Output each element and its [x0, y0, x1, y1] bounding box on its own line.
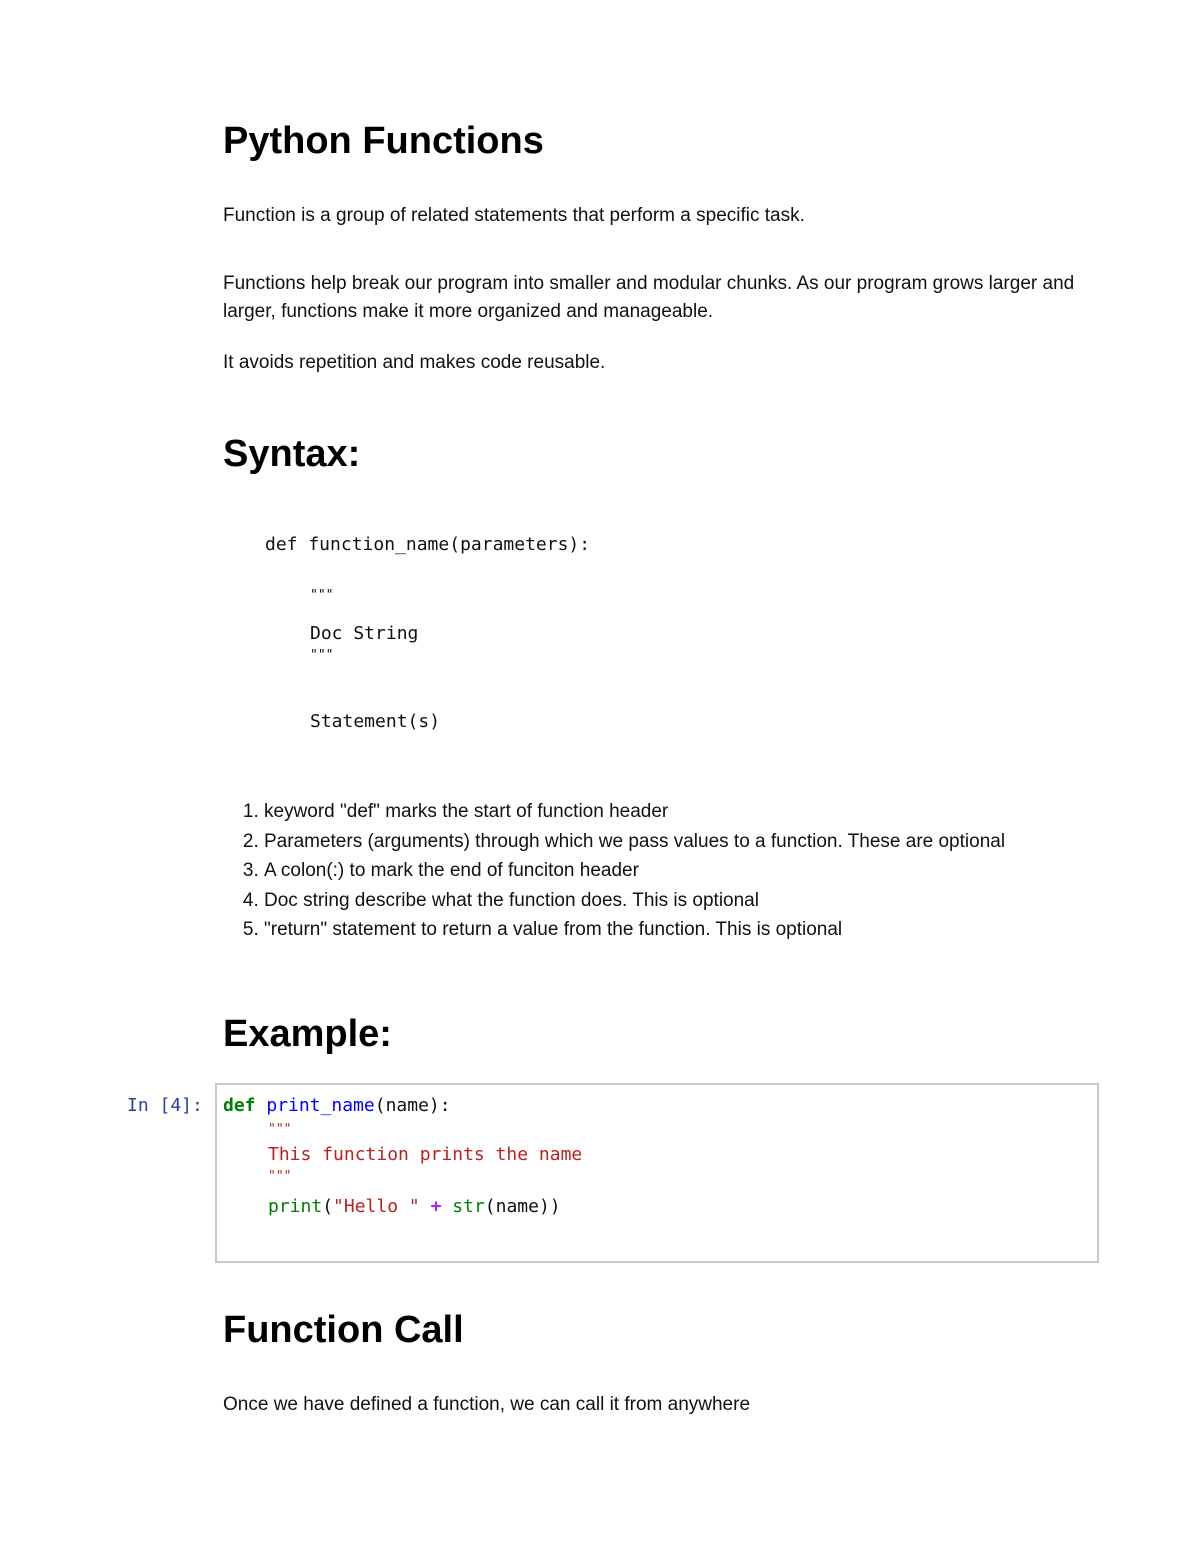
list-item: 1. keyword "def" marks the start of function header	[264, 797, 1124, 827]
code-docstring-text: This function prints the name	[268, 1144, 583, 1165]
call-tail: (name))	[484, 1196, 561, 1217]
function-params: (name):	[374, 1095, 451, 1116]
page-title: Python Functions	[223, 120, 544, 162]
print-builtin: print	[268, 1196, 323, 1217]
code-docstring-open: """	[268, 1122, 292, 1137]
list-item: 5. "return" statement to return a value from the function. This is optional	[264, 915, 1124, 945]
intro-paragraph-2: Functions help break our program into smaller and modular chunks. As our program grows larger and larger, functions make it more organized and manageable.	[223, 273, 1075, 322]
function-name: print_name	[266, 1095, 375, 1116]
intro-paragraph-1: Function is a group of related statements that perform a specific task.	[223, 205, 805, 226]
code-print-line	[268, 1196, 561, 1217]
cell-prompt: In [4]:	[127, 1095, 203, 1116]
def-keyword: def	[223, 1095, 256, 1116]
syntax-docstring-close: """	[310, 648, 334, 663]
syntax-heading: Syntax:	[223, 433, 361, 475]
syntax-docstring-text: Doc String	[310, 623, 419, 644]
print-paren: (	[322, 1196, 334, 1217]
hello-string: "Hello "	[333, 1196, 420, 1217]
function-call-heading: Function Call	[223, 1309, 464, 1351]
function-call-paragraph: Once we have defined a function, we can call it from anywhere	[223, 1394, 751, 1415]
code-docstring-close: """	[268, 1169, 292, 1184]
syntax-docstring-open: """	[310, 588, 334, 603]
list-item: 4. Doc string describe what the function does. This is optional	[264, 886, 1124, 916]
syntax-def-line: def function_name(parameters):	[265, 534, 591, 555]
example-heading: Example:	[223, 1013, 392, 1055]
str-builtin: str	[452, 1196, 485, 1217]
plus-operator: +	[430, 1196, 442, 1217]
syntax-statements-line: Statement(s)	[310, 711, 441, 732]
list-item: 3. A colon(:) to mark the end of funciton header	[264, 856, 1124, 886]
syntax-notes-list	[223, 797, 1124, 945]
code-def-line	[223, 1095, 451, 1116]
intro-paragraph-3: It avoids repetition and makes code reusable.	[223, 352, 606, 373]
list-item: 2. Parameters (arguments) through which we pass values to a function. These are optional	[264, 827, 1124, 857]
